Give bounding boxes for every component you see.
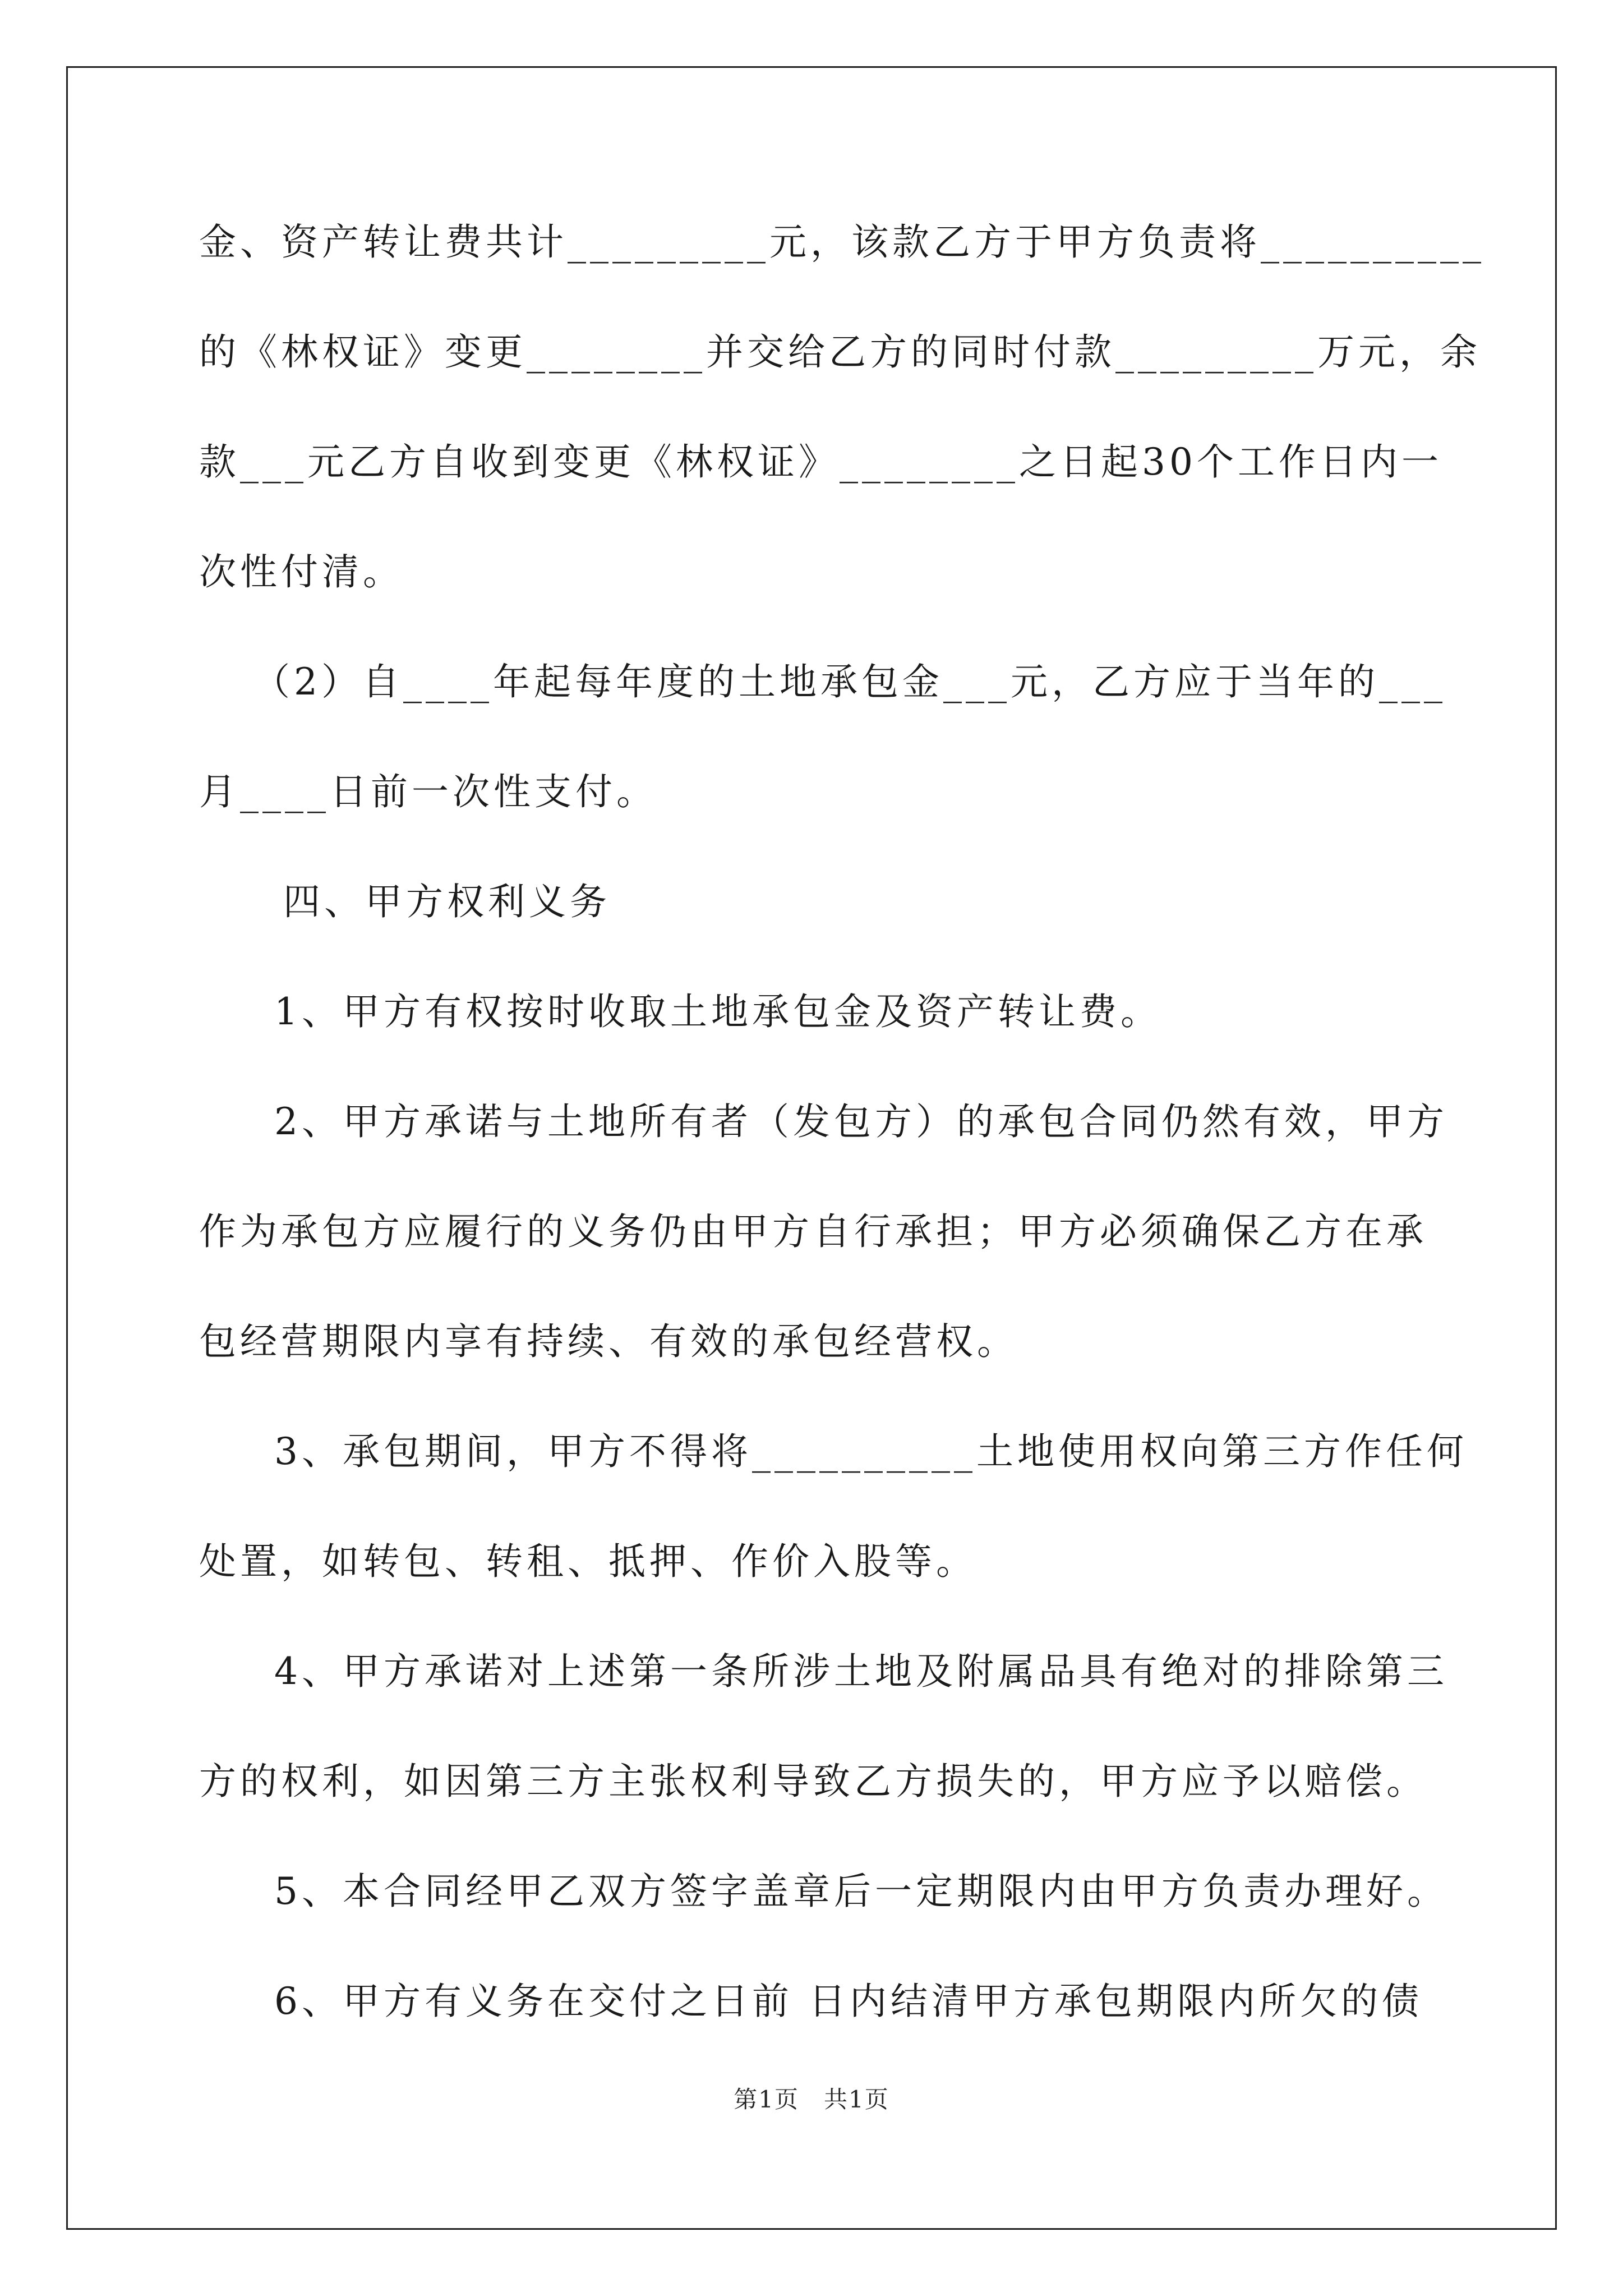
text-line: （2）自____年起每年度的土地承包金___元，乙方应于当年的___ [253, 660, 1446, 703]
text-line: 次性付清。 [199, 550, 404, 593]
text-line: 6、甲方有义务在交付之日前 日内结清甲方承包期限内所欠的债 [274, 1980, 1423, 2023]
text-line: 3、承包期间，甲方不得将__________土地使用权向第三方作任何 [274, 1430, 1468, 1473]
text-line: 月____日前一次性支付。 [199, 770, 657, 813]
text-line: 作为承包方应履行的义务仍由甲方自行承担；甲方必须确保乙方在承 [199, 1210, 1427, 1253]
text-line: 5、本合同经甲乙双方签字盖章后一定期限内由甲方负责办理好。 [274, 1870, 1448, 1913]
text-line: 处置，如转包、转租、抵押、作价入股等。 [199, 1540, 977, 1583]
text-line: 款___元乙方自收到变更《林权证》________之日起30个工作日内一 [199, 440, 1442, 484]
text-line: 包经营期限内享有持续、有效的承包经营权。 [199, 1320, 1018, 1363]
text-line: 方的权利，如因第三方主张权利导致乙方损失的，甲方应予以赔偿。 [199, 1760, 1427, 1803]
text-line: 的《林权证》变更________并交给乙方的同时付款_________万元，余 [199, 330, 1481, 374]
text-line: 金、资产转让费共计_________元，该款乙方于甲方负责将__________ [199, 220, 1485, 264]
section-heading: 四、甲方权利义务 [283, 880, 611, 923]
text-line: 2、甲方承诺与土地所有者（发包方）的承包合同仍然有效，甲方 [274, 1100, 1448, 1143]
text-line: 4、甲方承诺对上述第一条所涉土地及附属品具有绝对的排除第三 [274, 1650, 1448, 1693]
page-number-footer: 第1页 共1页 [734, 2086, 889, 2113]
text-line: 1、甲方有权按时收取土地承包金及资产转让费。 [274, 990, 1161, 1033]
